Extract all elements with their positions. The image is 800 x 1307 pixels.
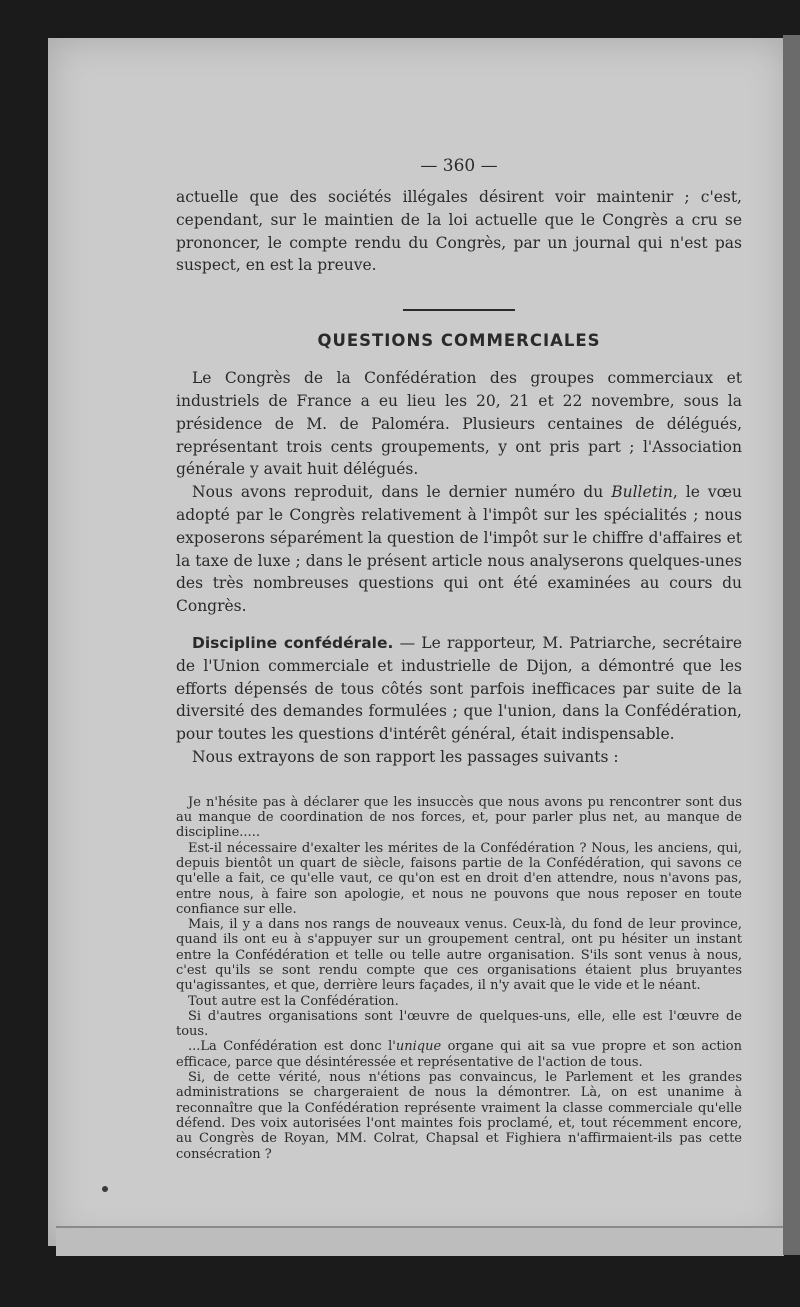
quote-paragraph: Est-il nécessaire d'exalter les mérites de la Confédération ? Nous, les anciens, qui, depuis bientôt un quart de siècle, faisons partie de la Confédération, qui savons ce qu'elle a fait, ce qu'elle vaut, ce qu'on est en droit d'en attendre, nous n'avons pas, entre nous, à faire son apologie, et nous ne pouvons que nous reposer en toute confiance sur elle. bbox=[176, 840, 742, 917]
quote-text: organe qui ait sa vue propre et son action efficace, parce que désintéressée et représentative de l'action de tous. bbox=[176, 1039, 742, 1070]
page-content bbox=[176, 150, 742, 1162]
page-edge bbox=[56, 1226, 784, 1256]
quote-paragraph: Mais, il y a dans nos rangs de nouveaux venus. Ceux-là, du fond de leur province, quand ils ont eu à s'appuyer sur un groupement central, ont pu hésiter un instant entre la Confédération et telle ou telle autre organisation. S'ils sont venus à nous, c'est qu'ils se sont rendu compte que ces organisations étaient plus bruyantes qu'agissantes, et que, derrière leurs façades, il n'y avait que le vide et le néant. bbox=[176, 917, 742, 994]
paragraph-congres: Le Congrès de la Confédération des groupes commerciaux et industriels de France a eu lieu les 20, 21 et 22 novembre, sous la présidence de M. de Paloméra. Plusieurs centaines de délégués, représentant trois cents groupements, y ont pris part ; l'Association générale y avait huit délégués. bbox=[176, 369, 742, 479]
bulletin-title: Bulletin bbox=[611, 483, 673, 502]
section-divider bbox=[403, 309, 515, 311]
quote-paragraph: Je n'hésite pas à déclarer que les insuccès que nous avons pu rencontrer sont dus au manque de coordination de nos forces, et, pour parler plus net, au manque de discipline..... bbox=[176, 794, 742, 841]
ink-speck bbox=[102, 1186, 108, 1192]
paragraph-bulletin-after: , le vœu adopté par le Congrès relativement à l'impôt sur les spécialités ; nous exposerons séparément la question de l'impôt sur le chiffre d'affaires et la taxe de luxe ; dans le présent article nous analyserons quelques-unes des très nombreuses questions qui ont été examinées au cours du Congrès. bbox=[176, 483, 742, 616]
page-number: — 360 — bbox=[420, 156, 498, 176]
quote-paragraph: Tout autre est la Confédération. bbox=[188, 993, 399, 1009]
quote-paragraph bbox=[176, 1039, 742, 1070]
paragraph-discipline bbox=[176, 632, 742, 746]
discipline-text: — Le rapporteur, M. Patriarche, secrétaire de l'Union commerciale et industrielle de Dijon, a démontré que les efforts dépensés de tous côtés sont parfois inefficaces par suite de la diversité des demandes formulées ; que l'union, dans la Confédération, pour toutes les questions d'intérêt général, était indispensable. bbox=[176, 633, 743, 744]
binding-strip bbox=[783, 35, 800, 1255]
report-quote bbox=[176, 795, 742, 1162]
paragraph-bulletin bbox=[176, 481, 742, 618]
extract-intro: Nous extrayons de son rapport les passages suivants : bbox=[192, 747, 619, 766]
quote-paragraph: Si d'autres organisations sont l'œuvre de quelques-uns, elle, elle est l'œuvre de tous. bbox=[176, 1008, 742, 1040]
section-title: QUESTIONS COMMERCIALES bbox=[317, 331, 601, 351]
paragraph-bulletin-before: Nous avons reproduit, dans le dernier numéro du bbox=[192, 483, 612, 502]
quote-text: ...La Confédération est donc l' bbox=[188, 1039, 396, 1055]
quote-emphasis: unique bbox=[395, 1039, 442, 1055]
intro-paragraph: actuelle que des sociétés illégales désirent voir maintenir ; c'est, cependant, sur le maintien de la loi actuelle que le Congrès a cru se prononcer, le compte rendu du Congrès, par un journal qui n'est pas suspect, en est la preuve. bbox=[176, 188, 742, 275]
discipline-heading: Discipline confédérale. bbox=[192, 633, 394, 652]
quote-paragraph: Si, de cette vérité, nous n'étions pas convaincus, le Parlement et les grandes administrations se chargeraient de nous la démontrer. Là, on est unanime à reconnaître que la Confédération représente vraiment la classe commerciale qu'elle défend. Des voix autorisées l'ont maintes fois proclamé, et, tout récemment encore, au Congrès de Royan, MM. Colrat, Chapsal et Fighiera n'affirmaient-ils pas cette consécration ? bbox=[176, 1070, 742, 1162]
